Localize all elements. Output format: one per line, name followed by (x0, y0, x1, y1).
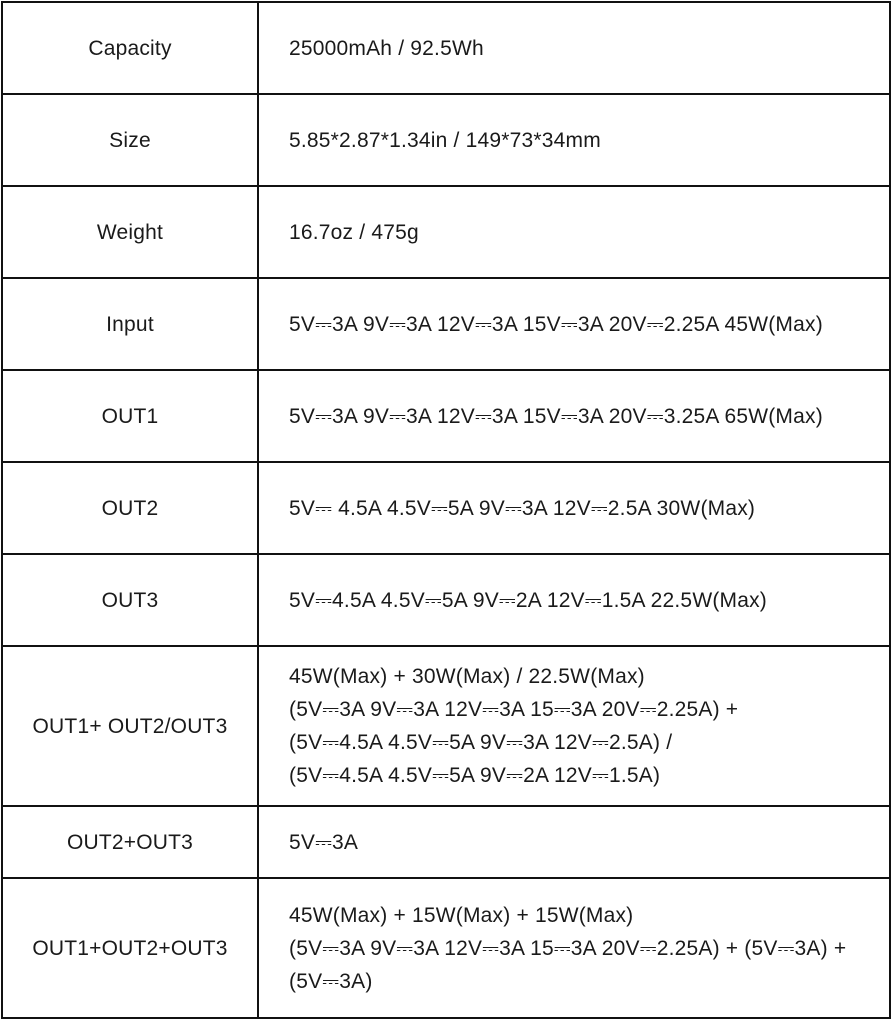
spec-table-body (2, 2, 890, 1018)
table-row-out2-out3 (2, 806, 890, 878)
row-value-out3 (258, 554, 890, 646)
table-row-out1-out2-out3 (2, 878, 890, 1018)
value-line: 45W(Max) + 15W(Max) + 15W(Max) (289, 903, 634, 927)
table-row-size (2, 94, 890, 186)
value-line: 5V⎓3A 9V⎓3A 12V⎓3A 15V⎓3A 20V⎓2.25A 45W(Max) (289, 312, 823, 336)
table-row-weight (2, 186, 890, 278)
row-label-out1-out2-out3: OUT1+OUT2+OUT3 (2, 878, 258, 1018)
row-label-capacity: Capacity (2, 2, 258, 94)
value-line: (5V⎓4.5A 4.5V⎓5A 9V⎓2A 12V⎓1.5A) (289, 764, 661, 787)
row-label-out2: OUT2 (2, 462, 258, 554)
value-line: 5V⎓4.5A 4.5V⎓5A 9V⎓2A 12V⎓1.5A 22.5W(Max) (289, 588, 767, 612)
row-label-out3: OUT3 (2, 554, 258, 646)
row-value-out1-out2-or-out3 (258, 646, 890, 806)
spec-table (1, 1, 891, 1019)
value-line: (5V⎓3A 9V⎓3A 12V⎓3A 15⎓3A 20V⎓2.25A) + (289, 698, 739, 721)
value-line: 5.85*2.87*1.34in / 149*73*34mm (289, 128, 601, 152)
row-label-input: Input (2, 278, 258, 370)
table-row-out1-out2-or-out3 (2, 646, 890, 806)
value-line: 5V⎓3A (289, 830, 359, 854)
row-value-size (258, 94, 890, 186)
value-line: (5V⎓3A) (289, 969, 373, 993)
row-label-out2-out3: OUT2+OUT3 (2, 806, 258, 878)
value-line: 5V⎓3A 9V⎓3A 12V⎓3A 15V⎓3A 20V⎓3.25A 65W(Max) (289, 404, 823, 428)
value-line: 45W(Max) + 30W(Max) / 22.5W(Max) (289, 665, 645, 688)
row-label-size: Size (2, 94, 258, 186)
table-row-out2 (2, 462, 890, 554)
value-line: 25000mAh / 92.5Wh (289, 36, 484, 60)
row-label-out1-out2-or-out3: OUT1+ OUT2/OUT3 (2, 646, 258, 806)
row-value-capacity (258, 2, 890, 94)
table-row-out3 (2, 554, 890, 646)
row-value-weight (258, 186, 890, 278)
table-row-out1 (2, 370, 890, 462)
value-line: 16.7oz / 475g (289, 220, 419, 244)
row-value-out1-out2-out3 (258, 878, 890, 1018)
row-label-out1: OUT1 (2, 370, 258, 462)
table-row-input (2, 278, 890, 370)
value-line: (5V⎓3A 9V⎓3A 12V⎓3A 15⎓3A 20V⎓2.25A) + (5V⎓3A) + (289, 936, 847, 960)
table-row-capacity (2, 2, 890, 94)
row-value-out1 (258, 370, 890, 462)
row-label-weight: Weight (2, 186, 258, 278)
value-line: 5V⎓ 4.5A 4.5V⎓5A 9V⎓3A 12V⎓2.5A 30W(Max) (289, 496, 756, 520)
value-line: (5V⎓4.5A 4.5V⎓5A 9V⎓3A 12V⎓2.5A) / (289, 731, 673, 754)
row-value-out2-out3 (258, 806, 890, 878)
row-value-input (258, 278, 890, 370)
row-value-out2 (258, 462, 890, 554)
